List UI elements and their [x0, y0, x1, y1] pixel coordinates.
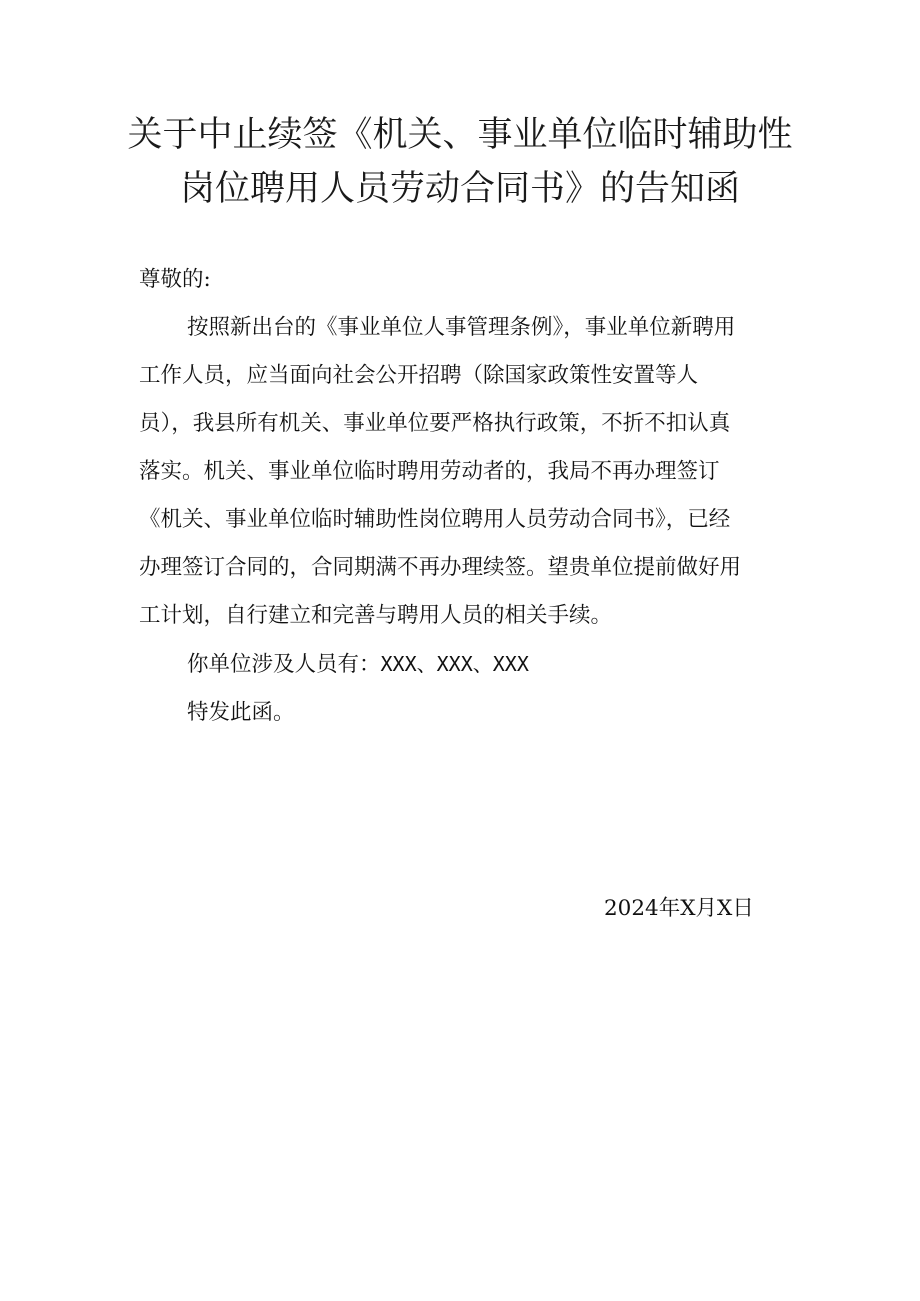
salutation: 尊敬的:: [139, 267, 211, 292]
document-date: 2024年X月X日: [604, 896, 754, 921]
paragraph-line: 办理签订合同的，合同期满不再办理续签。望贵单位提前做好用: [139, 555, 742, 580]
main-paragraph: [139, 304, 789, 640]
title-line-2: 岗位聘用人员劳动合同书》的告知函: [179, 169, 740, 209]
paragraph-line: 员），我县所有机关、事业单位要严格执行政策，不折不扣认真: [139, 411, 731, 436]
paragraph-line: 工作人员，应当面向社会公开招聘（除国家政策性安置等人: [139, 363, 699, 388]
people-label: 你单位涉及人员有：: [187, 652, 381, 677]
paragraph-line: 工计划，自行建立和完善与聘用人员的相关手续。: [139, 603, 613, 628]
document-body: [139, 256, 789, 737]
paragraph-line: 落实。机关、事业单位临时聘用劳动者的，我局不再办理签订: [139, 459, 720, 484]
paragraph-line: 按照新出台的《事业单位人事管理条例》，事业单位新聘用: [187, 315, 736, 340]
title-line-1: 关于中止续签《机关、事业单位临时辅助性: [127, 115, 793, 155]
document-title: [0, 108, 920, 216]
people-involved-line: [139, 640, 789, 689]
paragraph-line: 《机关、事业单位临时辅助性岗位聘用人员劳动合同书》，已经: [139, 507, 731, 532]
people-names: XXX、XXX、XXX: [380, 652, 529, 676]
closing-remark: 特发此函。: [187, 700, 295, 725]
